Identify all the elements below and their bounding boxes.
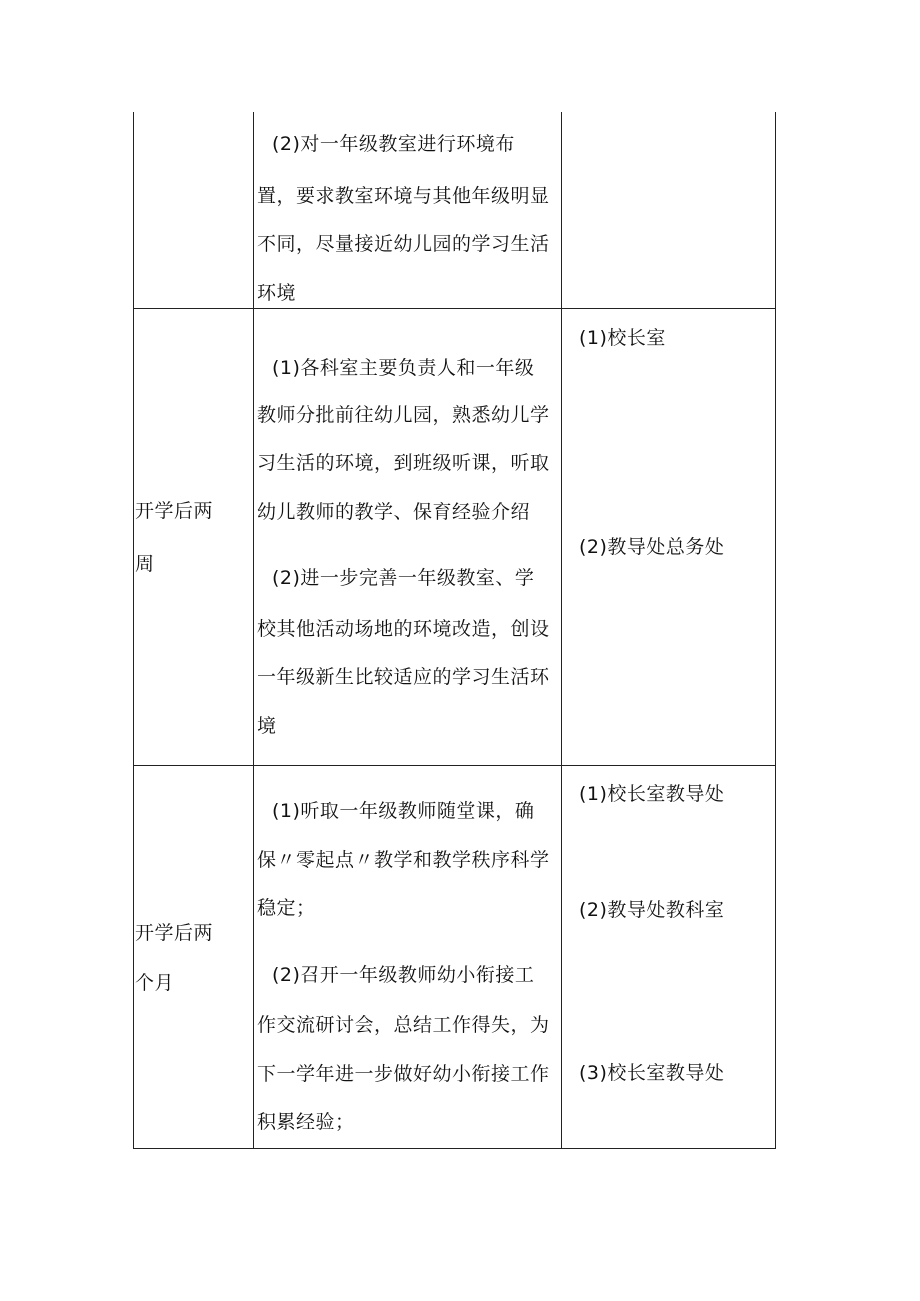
task-line: (1)听取一年级教师随堂课，确 [272, 800, 535, 822]
task-line: (2)召开一年级教师幼小衔接工 [272, 964, 535, 986]
owner-label: (3)校长室教导处 [579, 1062, 725, 1084]
stage-line: 开学后两 [135, 922, 214, 944]
owner-label: (1)校长室 [579, 327, 666, 349]
table-border-col1 [253, 112, 254, 1149]
stage-line: 开学后两 [135, 500, 214, 522]
task-line: 校其他活动场地的环境改造，创设 [257, 618, 550, 640]
task-line: 教师分批前往幼儿园，熟悉幼儿学 [257, 404, 550, 426]
task-line: 保〃零起点〃教学和教学秩序科学 [257, 849, 550, 871]
task-line: 环境 [257, 282, 297, 304]
owner-label: (2)教导处教科室 [579, 899, 725, 921]
row-divider-1 [133, 308, 776, 309]
task-line: (1)各科室主要负责人和一年级 [272, 357, 535, 379]
owner-label: (1)校长室教导处 [579, 783, 725, 805]
table-border-left [133, 112, 134, 1149]
task-line: 不同，尽量接近幼儿园的学习生活 [257, 233, 550, 255]
table-border-bottom [133, 1148, 776, 1149]
table-border-right [775, 112, 776, 1149]
task-line: (2)进一步完善一年级教室、学 [272, 567, 535, 589]
task-line: 作交流研讨会，总结工作得失，为 [257, 1014, 550, 1036]
table-border-col2 [561, 112, 562, 1149]
task-line: 置，要求教室环境与其他年级明显 [257, 185, 550, 207]
stage-line: 周 [135, 553, 155, 575]
task-line: 一年级新生比较适应的学习生活环 [257, 666, 550, 688]
row-divider-2 [133, 765, 776, 766]
task-line: 积累经验； [257, 1111, 355, 1133]
task-line: 稳定； [257, 897, 316, 919]
owner-label: (2)教导处总务处 [579, 536, 725, 558]
task-line: 境 [257, 715, 277, 737]
stage-line: 个月 [135, 972, 175, 994]
task-line: 下一学年进一步做好幼小衔接工作 [257, 1063, 550, 1085]
task-line: (2)对一年级教室进行环境布 [272, 133, 515, 155]
task-line: 幼儿教师的教学、保育经验介绍 [257, 501, 531, 523]
task-line: 习生活的环境，到班级听课，听取 [257, 452, 550, 474]
